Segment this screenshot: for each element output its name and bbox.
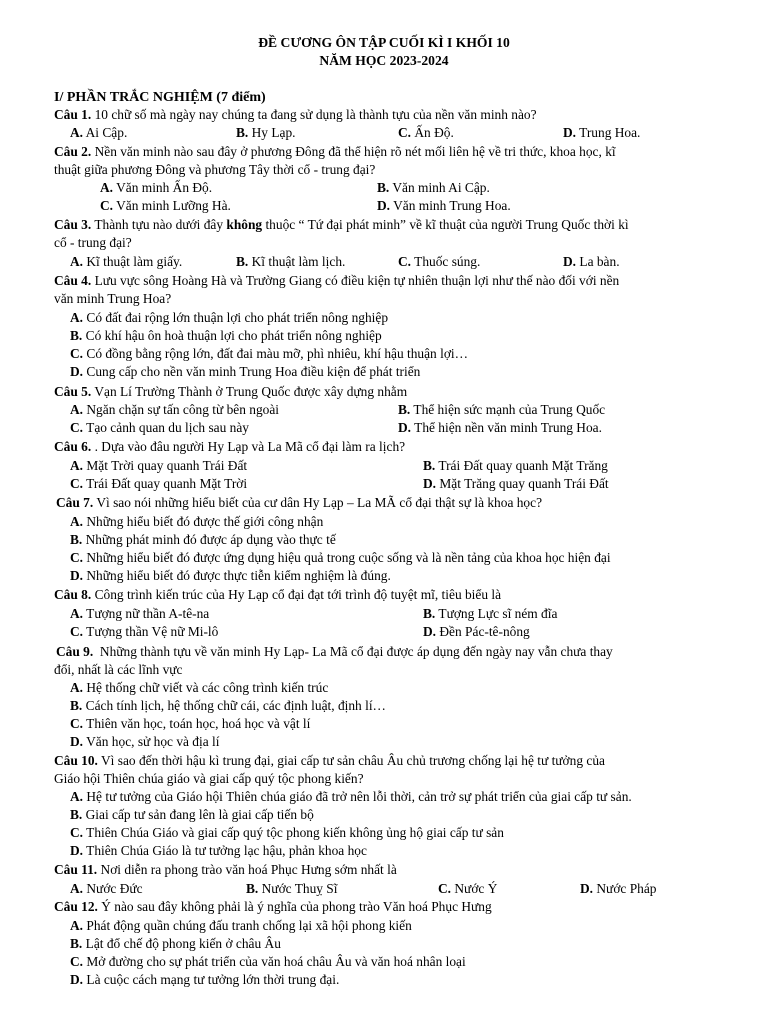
q8-option-c: C. Tượng thần Vệ nữ Mi-lô xyxy=(70,624,219,639)
q3-option-d: D. La bàn. xyxy=(563,254,620,269)
section-title: I/ PHẦN TRẮC NGHIỆM (7 điểm) xyxy=(54,90,266,105)
q6-option-b: B. Trái Đất quay quanh Mặt Trăng xyxy=(423,458,608,473)
q10-option-b: B. Giai cấp tư sản đang lên là giai cấp tiến bộ xyxy=(70,807,314,822)
q1-option-b: B. Hy Lạp. xyxy=(236,125,296,140)
q3-option-b: B. Kĩ thuật làm lịch. xyxy=(236,254,346,269)
q2-option-d: D. Văn minh Trung Hoa. xyxy=(377,198,511,213)
question-9: Câu 9. Những thành tựu về văn minh Hy Lạp- La Mã cổ đại được áp dụng đến ngày nay vẫn chưa thay xyxy=(56,644,613,659)
q4-option-d: D. Cung cấp cho nền văn minh Trung Hoa điều kiện để phát triển xyxy=(70,364,421,379)
question-2: Câu 2. Nền văn minh nào sau đây ở phương Đông đã thể hiện rõ nét mối liên hệ về tri thức, khoa học, kĩ xyxy=(54,144,616,159)
question-4-line2: văn minh Trung Hoa? xyxy=(54,291,172,306)
question-3: Câu 3. Thành tựu nào dưới đây không thuộc “ Tứ đại phát minh” về kĩ thuật của người Trung Quốc thời kì xyxy=(54,217,629,232)
q10-option-d: D. Thiên Chúa Giáo là tư tưởng lạc hậu, phản khoa học xyxy=(70,843,367,858)
document-title: ĐỀ CƯƠNG ÔN TẬP CUỐI KÌ I KHỐI 10 xyxy=(258,35,510,50)
q7-option-c: C. Những hiểu biết đó được ứng dụng hiệu quả trong cuộc sống và là nền tảng của khoa học hiện đại xyxy=(70,550,611,565)
q1-option-d: D. Trung Hoa. xyxy=(563,125,641,140)
question-5: Câu 5. Vạn Lí Trường Thành ở Trung Quốc được xây dựng nhằm xyxy=(54,384,408,399)
q6-option-d: D. Mặt Trăng quay quanh Trái Đất xyxy=(423,476,609,491)
q4-option-b: B. Có khí hậu ôn hoà thuận lợi cho phát triển nông nghiệp xyxy=(70,328,382,343)
q6-option-a: A. Mặt Trời quay quanh Trái Đất xyxy=(70,458,248,473)
question-7: Câu 7. Vì sao nói những hiểu biết của cư dân Hy Lạp – La MÃ cổ đại thật sự là khoa học? xyxy=(56,495,543,510)
q11-option-c: C. Nước Ý xyxy=(438,881,498,896)
q8-option-a: A. Tượng nữ thần A-tê-na xyxy=(70,606,210,621)
q9-option-a: A. Hệ thống chữ viết và các công trình kiến trúc xyxy=(70,680,329,695)
q5-option-d: D. Thể hiện nền văn minh Trung Hoa. xyxy=(398,420,602,435)
q11-option-a: A. Nước Đức xyxy=(70,881,143,896)
question-9-line2: đổi, nhất là các lĩnh vực xyxy=(54,662,183,677)
q12-option-c: C. Mở đường cho sự phát triển của văn hoá châu Âu và văn hoá nhân loại xyxy=(70,954,466,969)
q3-option-a: A. Kĩ thuật làm giấy. xyxy=(70,254,183,269)
question-12: Câu 12. Ý nào sau đây không phải là ý nghĩa của phong trào Văn hoá Phục Hưng xyxy=(54,899,492,914)
question-3-line2: cổ - trung đại? xyxy=(54,235,132,250)
q9-option-b: B. Cách tính lịch, hệ thống chữ cái, các định luật, định lí… xyxy=(70,698,386,713)
q8-option-b: B. Tượng Lực sĩ ném đĩa xyxy=(423,606,558,621)
q5-option-b: B. Thể hiện sức mạnh của Trung Quốc xyxy=(398,402,606,417)
q12-option-b: B. Lật đổ chế độ phong kiến ở châu Âu xyxy=(70,936,281,951)
question-2-line2: thuật giữa phương Đông và phương Tây thời cổ - trung đại? xyxy=(54,162,376,177)
question-8: Câu 8. Công trình kiến trúc của Hy Lạp cổ đại đạt tới trình độ tuyệt mĩ, tiêu biểu là xyxy=(54,587,502,602)
q9-option-c: C. Thiên văn học, toán học, hoá học và vật lí xyxy=(70,716,311,731)
q10-option-c: C. Thiên Chúa Giáo và giai cấp quý tộc phong kiến không ủng hộ giai cấp tư sản xyxy=(70,825,504,840)
q10-option-a: A. Hệ tư tưởng của Giáo hội Thiên chúa giáo đã trở nên lỗi thời, cản trở sự phát triển của giai cấp tư sản. xyxy=(70,789,632,804)
q1-option-a: A. Ai Cập. xyxy=(70,125,128,140)
q5-option-a: A. Ngăn chặn sự tấn công từ bên ngoài xyxy=(70,402,280,417)
question-4: Câu 4. Lưu vực sông Hoàng Hà và Trường Giang có điều kiện tự nhiên thuận lợi như thế nào đối với nền xyxy=(54,273,620,288)
q7-option-d: D. Những hiểu biết đó được thực tiễn kiểm nghiệm là đúng. xyxy=(70,568,391,583)
q9-option-d: D. Văn học, sử học và địa lí xyxy=(70,734,220,749)
q8-option-d: D. Đền Pác-tê-nông xyxy=(423,624,530,639)
q11-option-b: B. Nước Thuỵ Sĩ xyxy=(246,881,338,896)
question-10-line2: Giáo hội Thiên chúa giáo và giai cấp quý tộc phong kiến? xyxy=(54,771,364,786)
q5-option-c: C. Tạo cảnh quan du lịch sau này xyxy=(70,420,250,435)
question-1 xyxy=(54,106,537,124)
q11-option-d: D. Nước Pháp xyxy=(580,881,657,896)
q4-option-a: A. Có đất đai rộng lớn thuận lợi cho phát triển nông nghiệp xyxy=(70,310,389,325)
question-11: Câu 11. Nơi diễn ra phong trào văn hoá Phục Hưng sớm nhất là xyxy=(54,862,397,877)
q12-option-a: A. Phát động quần chúng đấu tranh chống lại xã hội phong kiến xyxy=(70,918,412,933)
question-label: Câu 2. xyxy=(54,144,92,159)
question-10: Câu 10. Vì sao đến thời hậu kì trung đại, giai cấp tư sản châu Âu chủ trương chống lại hệ tư tưởng của xyxy=(54,753,605,768)
q12-option-d: D. Là cuộc cách mạng tư tưởng lớn thời trung đại. xyxy=(70,972,340,987)
q7-option-b: B. Những phát minh đó được áp dụng vào thực tế xyxy=(70,532,336,547)
q2-option-b: B. Văn minh Ai Cập. xyxy=(377,180,490,195)
question-text: 10 chữ số mà ngày nay chúng ta đang sử dụng là thành tựu của nền văn minh nào? xyxy=(94,107,537,122)
question-6: Câu 6. . Dựa vào đâu người Hy Lạp và La Mã cổ đại làm ra lịch? xyxy=(54,439,406,454)
q4-option-c: C. Có đồng bằng rộng lớn, đất đai màu mỡ, phì nhiêu, khí hậu thuận lợi… xyxy=(70,346,469,361)
q2-option-a: A. Văn minh Ấn Độ. xyxy=(100,180,213,195)
q2-option-c: C. Văn minh Lưỡng Hà. xyxy=(100,198,231,213)
q7-option-a: A. Những hiểu biết đó được thế giới công nhận xyxy=(70,514,324,529)
question-label: Câu 1. xyxy=(54,107,92,122)
q1-option-c: C. Ấn Độ. xyxy=(398,125,454,140)
q6-option-c: C. Trái Đất quay quanh Mặt Trời xyxy=(70,476,248,491)
q3-option-c: C. Thuốc súng. xyxy=(398,254,481,269)
school-year: NĂM HỌC 2023-2024 xyxy=(319,53,449,68)
